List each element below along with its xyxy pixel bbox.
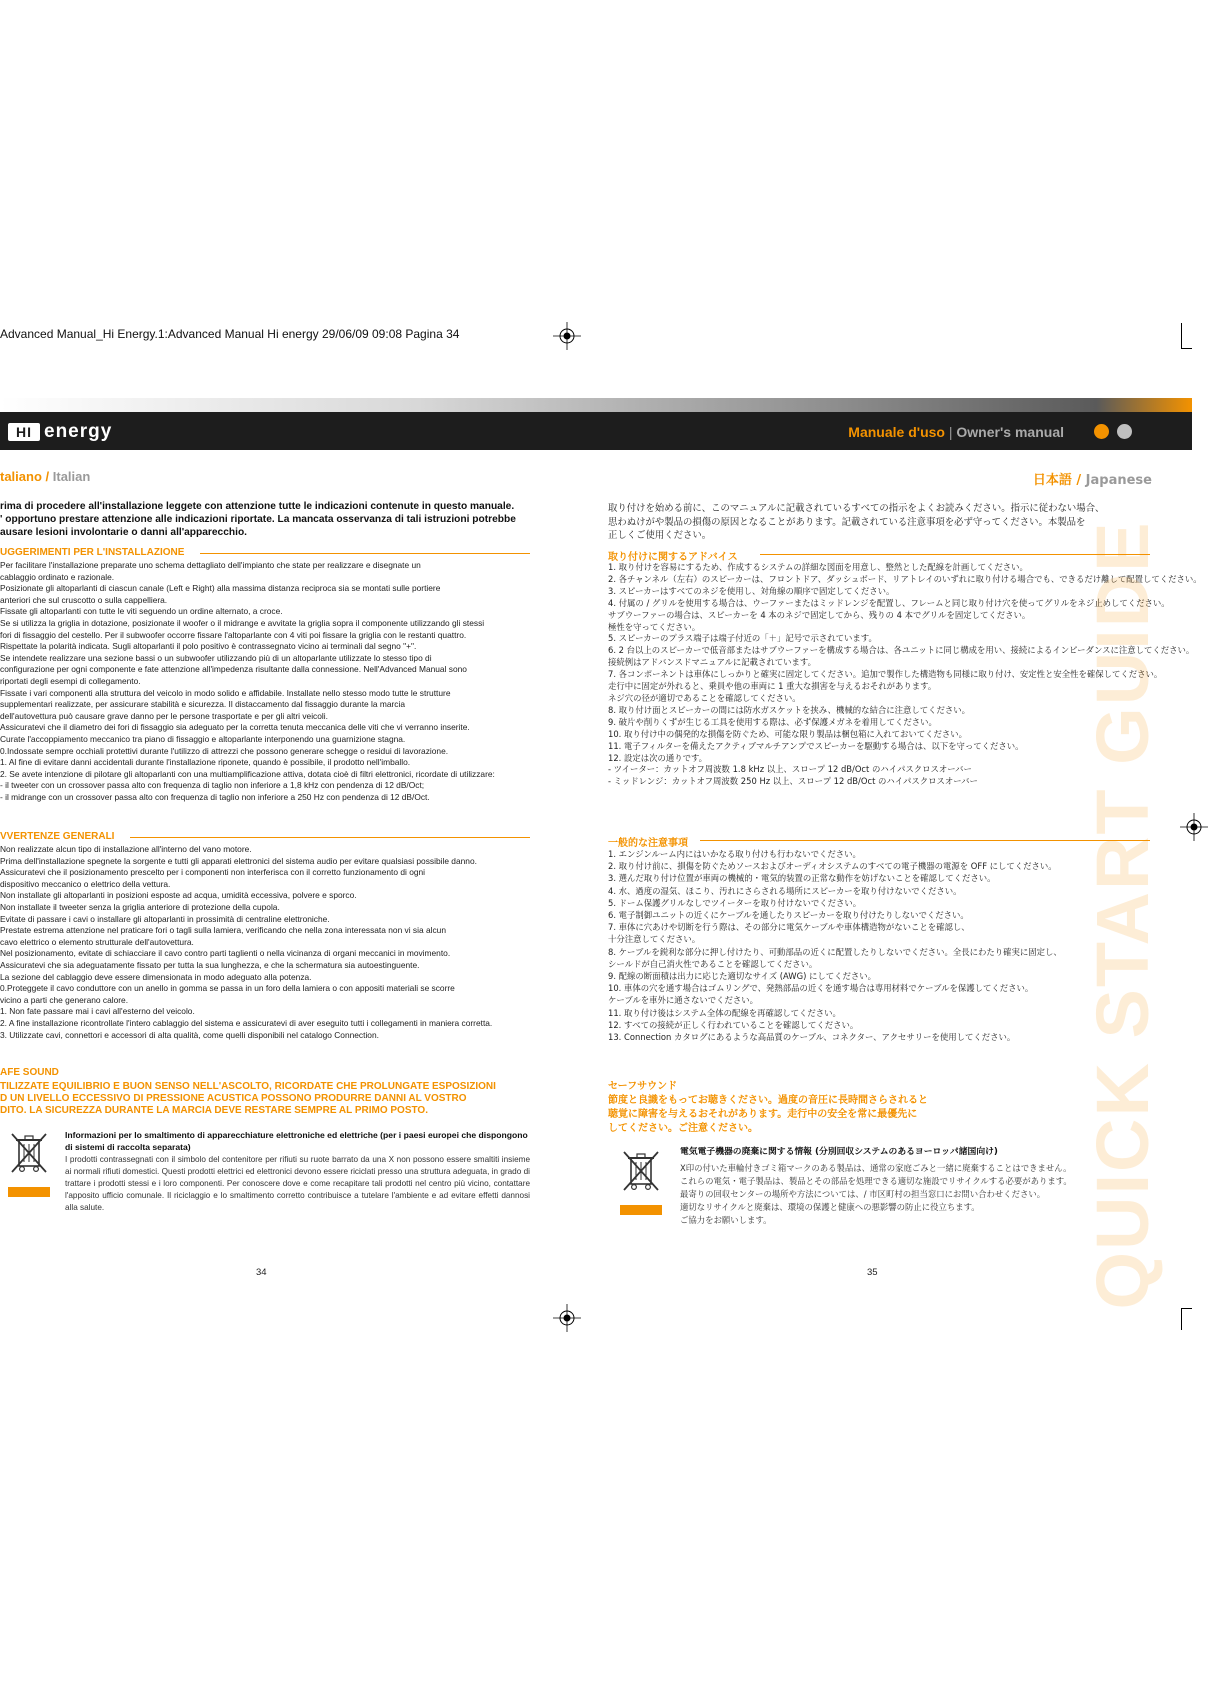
safe-sound-title: AFE SOUND [0, 1067, 59, 1078]
weee-symbol [8, 1130, 60, 1198]
list-item: 2. 各チャンネル（左右）のスピーカーは、フロントドア、ダッシュボード、リアトレイのいずれに取り付ける場合でも、できるだけ離して配置してください。 [608, 573, 1202, 584]
general-section-title: VVERTENZE GENERALI [0, 831, 115, 842]
logo-hi: HI [8, 423, 40, 441]
list-item: 11. 電子フィルターを備えたアクティブマルチアンプでスピーカーを駆動する場合は、以下を守ってください。 [608, 740, 1024, 751]
section-rule [130, 837, 530, 838]
safe-sound-body [0, 1081, 530, 1117]
weee-orange-bar [620, 1205, 662, 1215]
list-item: Evitate di passare i cavi o installare gli altoparlanti in prossimità di centraline elettroniche. [0, 913, 330, 924]
list-item: 0.Indossate sempre occhiali protettivi durante l'utilizzo di attrezzi che possono generare schegge o residui di lavorazione. [0, 745, 449, 756]
list-item: 7. 車体に穴あけや切断を行う際は、その部分に電気ケーブルや車体構造物がないことを確認し、 [608, 922, 970, 933]
list-item: - il tweeter con un crossover passa alto con frequenza di taglio non inferiore a 1,8 kHz con pendenza di 12 dB/Oct; [0, 780, 425, 791]
intro-line: 正しくご使用ください。 [608, 530, 712, 541]
list-item: ネジ穴の径が適切であることを確認してください。 [608, 692, 801, 703]
list-item: fori di fissaggio del cestello. Per il subwoofer occorre fissare l'altoparlante con 4 viti poi fissare la griglia con le restanti quattro. [0, 629, 467, 640]
logo-energy: energy [44, 421, 113, 442]
language-primary: 日本語 [1032, 473, 1072, 488]
install-list [0, 560, 530, 803]
list-item: 2. A fine installazione ricontrollate l'intero cablaggio del sistema e assicuratevi di aver eseguito tutti i collegamenti in maniera corretta. [0, 1017, 493, 1028]
list-item: 6. 電子制御ユニットの近くにケーブルを通したりスピーカーを取り付けたりしないでください。 [608, 910, 969, 921]
list-item: 8. 取り付け面とスピーカーの間には防水ガスケットを挟み、機械的な結合に注意してください。 [608, 704, 970, 715]
grey-dot-icon [1117, 424, 1132, 439]
list-item: Se si utilizza la griglia in dotazione, posizionate il woofer o il midrange e avvitate la griglia sopra il componente utilizzando gli stessi [0, 617, 485, 628]
list-item: Non installate il tweeter senza la griglia anteriore di protezione della cupola. [0, 901, 280, 912]
list-item: 12. すべての接続が正しく行われていることを確認してください。 [608, 1019, 859, 1030]
jp-general-list [608, 848, 1148, 1043]
weee-line: これらの電気・電子製品は、製品とその部品を処理できる適切な施設でリサイクルする必要があります。 [680, 1176, 1072, 1186]
list-item: Fissate gli altoparlanti con tutte le viti seguendo un ordine alternato, a croce. [0, 606, 283, 617]
list-item: 0.Proteggete il cavo conduttore con un anello in gomma se passa in un foro della lamiera o con appositi materiali se scorre [0, 983, 455, 994]
jp-weee-body [680, 1162, 1150, 1227]
list-item: supplementari realizzate, per assicurare stabilità e sicurezza. Il distaccamento dal fissaggio durante la marcia [0, 699, 405, 710]
list-item: 10. 車体の穴を通す場合はゴムリングで、発熱部品の近くを通す場合は専用材料でケーブルを保護してください。 [608, 983, 1034, 994]
list-item: - ミッドレンジ：カットオフ周波数 250 Hz 以上、スロープ 12 dB/Oct のハイパスクロスオーバー [608, 776, 978, 787]
jp-weee-title: 電気電子機器の廃棄に関する情報 (分別回収システムのあるヨーロッパ諸国向け) [680, 1147, 998, 1157]
intro-line: rima di procedere all'installazione leggete con attenzione tutte le indicazioni contenute in questo manuale. [0, 501, 515, 512]
list-item: cablaggio ordinato e razionale. [0, 571, 115, 582]
list-item: 十分注意してください。 [608, 934, 701, 945]
list-item: 4. 水、過度の湿気、ほこり、汚れにさらされる場所にスピーカーを取り付けないでください。 [608, 885, 962, 896]
weee-title: Informazioni per lo smaltimento di apparecchiature elettroniche ed elettriche (per i paesi europei che dispongono di sistemi di raccolta separata) [65, 1130, 528, 1152]
page-number-left: 34 [256, 1267, 267, 1278]
jp-general-section-title: 一般的な注意事項 [608, 838, 688, 849]
list-item: 3. 選んだ取り付け位置が車両の機械的・電気的装置の正常な動作を妨げないことを確認してください。 [608, 873, 996, 884]
list-item: 9. 破片や削りくずが生じる工具を使用する際は、必ず保護メガネを着用してください。 [608, 716, 937, 727]
crop-mark [1181, 323, 1182, 348]
safe-line: TILIZZATE EQUILIBRIO E BUON SENSO NELL'ASCOLTO, RICORDATE CHE PROLUNGATE ESPOSIZIONI [0, 1081, 496, 1092]
list-item: dispositivo meccanico o elettrico della vettura. [0, 878, 171, 889]
list-item: 6. 2 台以上のスピーカーで低音部またはサブウーファーを構成する場合は、各ユニットに同じ構成を用い、接続によるインピーダンスに注意してください。 [608, 645, 1195, 656]
language-label-right [1033, 469, 1152, 488]
intro-line: ' opportuno prestare attenzione alle indicazioni riportate. La mancata osservanza di tali istruzioni potrebbe [0, 514, 516, 525]
general-list [0, 844, 530, 1041]
list-item: 3. Utilizzate cavi, connettori e accessori di alta qualità, come quelli disponibili nel catalogo Connection. [0, 1029, 379, 1040]
intro-line: ausare lesioni involontarie o danni all'apparecchio. [0, 527, 247, 538]
weee-body: I prodotti contrassegnati con il simbolo del contenitore per rifiuti su ruote barrato da una X non possono essere smaltiti insieme ai normali rifiuti domestici. Questi prodotti elettrici ed elettronici devono essere riciclati presso una struttura adeguata, in grado di trattare i prodotti stessi e i loro componenti. Per conoscere dove e come recapitare tali prodotti nel centro più vicino, contattare l'apposito ufficio comunale. Il riciclaggio e lo smaltimento corretto contribuisce a tutelare l'ambiente e ad evitare effetti dannosi alla salute. [65, 1155, 530, 1212]
safe-line: DITO. LA SICUREZZA DURANTE LA MARCIA DEVE RESTARE SEMPRE AL PRIMO POSTO. [0, 1105, 428, 1116]
list-item: Se intendete realizzare una sezione bassi o un subwoofer utilizzando più di un altoparlante utilizzate lo stesso tipo di [0, 652, 432, 663]
language-primary: taliano [0, 469, 42, 484]
list-item: riportati degli esempi di collegamento. [0, 675, 141, 686]
safe-line: 節度と良識をもってお聴きください。過度の音圧に長時間さらされると [608, 1095, 928, 1106]
list-item: 2. 取り付け前に、損傷を防ぐためソースおよびオーディオシステムのすべての電子機器の電源を OFF にしてください。 [608, 861, 1057, 872]
list-item: 11. 取り付け後はシステム全体の配線を再確認してください。 [608, 1007, 841, 1018]
hi-energy-logo [8, 422, 112, 442]
list-item: Posizionate gli altoparlanti di ciascun canale (Left e Right) alla massima distanza reciproca sia se montati sulle portiere [0, 583, 441, 594]
safe-line: セーフサウンド [608, 1081, 678, 1092]
safe-line: 聴覚に障害を与えるおそれがあります。走行中の安全を常に最優先に [608, 1109, 918, 1120]
language-slash: / [1071, 473, 1086, 488]
list-item: 4. 付属の / グリルを使用する場合は、ウーファーまたはミッドレンジを配置し、フレームと同じ取り付け穴を使ってグリルをネジ止めしてください。 [608, 597, 1170, 608]
list-item: 5. スピーカーのプラス端子は端子付近の「＋」記号で示されています。 [608, 633, 877, 644]
list-item: 走行中に固定が外れると、乗員や他の車両に 1 重大な損害を与えるおそれがあります。 [608, 681, 937, 692]
italian-intro [0, 500, 528, 539]
print-slug: Advanced Manual_Hi Energy.1:Advanced Manual Hi energy 29/06/09 09:08 Pagina 34 [0, 327, 460, 341]
list-item: 極性を守ってください。 [608, 621, 701, 632]
orange-dot-icon [1094, 424, 1109, 439]
weee-orange-bar [8, 1187, 50, 1197]
list-item: configurazione per ogni componente e fate attenzione all'impedenza risultante dalla connessione. Nell'Advanced Manual sono [0, 664, 467, 675]
list-item: Per facilitare l'installazione preparate uno schema dettagliato dell'impianto che state per realizzare e disegnate un [0, 560, 421, 570]
list-item: vicino a parti che generano calore. [0, 994, 129, 1005]
list-item: 10. 取り付け中の偶発的な損傷を防ぐため、可能な限り製品は梱包箱に入れておいてください。 [608, 728, 968, 739]
jp-install-section-title: 取り付けに関するアドバイス [608, 552, 738, 563]
list-item: Curate l'accoppiamento meccanico tra piano di fissaggio e altoparlante interponendo una guarnizione stagna. [0, 733, 406, 744]
safe-line: してください。ご注意ください。 [608, 1123, 758, 1134]
crossed-bin-icon [620, 1148, 662, 1194]
header-title-en: Owner's manual [956, 424, 1064, 440]
list-item: 1. Non fate passare mai i cavi all'esterno del veicolo. [0, 1006, 195, 1017]
list-item: 1. エンジンルーム内にはいかなる取り付けも行わないでください。 [608, 849, 861, 859]
list-item: Assicuratevi che il diametro dei fori di fissaggio sia adeguato per la corretta tenuta meccanica delle viti che vi verranno inserite. [0, 722, 470, 733]
list-item: 7. 各コンポーネントは車体にしっかりと確実に固定してください。追加で製作した構造物も同様に取り付け、安定性と安全性を確保してください。 [608, 669, 1163, 680]
list-item: 2. Se avete intenzione di pilotare gli altoparlanti con una multiamplificazione attiva, dotata cioè di filtri elettronici, ricordate di utilizzare: [0, 768, 495, 779]
header-title [848, 424, 1064, 440]
language-label-left [0, 469, 90, 484]
list-item: Nel posizionamento, evitate di schiacciare il cavo contro parti taglienti o nella vicinanza di organi meccanici in movimento. [0, 948, 451, 959]
quick-start-guide-watermark [1081, 520, 1188, 1310]
list-item: 8. ケーブルを鋭利な部分に押し付けたり、可動部品の近くに配置したりしないでください。全長にわたり確実に固定し、 [608, 946, 1062, 957]
list-item: La sezione del cablaggio deve essere dimensionata in modo adeguato alla potenza. [0, 971, 312, 982]
list-item: dell'autovettura può causare grave danno per le persone trasportate e per gli altri veicoli. [0, 710, 328, 721]
list-item: Prestate estrema attenzione nel praticare fori o tagli sulla lamiera, verificando che nella zona interessata non vi sia alcun [0, 925, 446, 936]
japanese-intro [608, 502, 1154, 543]
list-item: シールドが自己消火性であることを確認してください。 [608, 958, 818, 969]
safe-line: D UN LIVELLO ECCESSIVO DI PRESSIONE ACUSTICA POSSONO PRODURRE DANNI AL VOSTRO [0, 1093, 467, 1104]
weee-line: ご協力をお願いします。 [680, 1215, 772, 1225]
intro-line: 取り付けを始める前に、このマニュアルに記載されているすべての指示をよくお読みください。指示に従わない場合、 [608, 503, 1105, 514]
language-secondary: Japanese [1085, 473, 1152, 488]
list-item: Non installate gli altoparlanti in posizioni esposte ad acqua, umidità eccessiva, polvere e sporco. [0, 890, 357, 901]
list-item: Rispettate la polarità indicata. Sugli altoparlanti il polo positivo è contrassegnato vicino ai terminali dal segno "+". [0, 641, 417, 652]
page-number-right: 35 [867, 1267, 878, 1278]
list-item: - ツイーター：カットオフ周波数 1.8 kHz 以上、スロープ 12 dB/Oct のハイパスクロスオーバー [608, 764, 972, 775]
header-gradient [0, 398, 1192, 412]
list-item: Assicuratevi che il posizionamento prescelto per i componenti non interferisca con il corretto funzionamento di ogni [0, 867, 426, 878]
crop-mark [1181, 1308, 1182, 1330]
weee-symbol [620, 1148, 672, 1216]
weee-line: 最寄りの回収センターの場所や方法については、/ 市区町村の担当窓口にお問い合わせください。 [680, 1189, 1046, 1199]
list-item: 5. ドーム保護グリルなしでツイーターを取り付けないでください。 [608, 897, 862, 908]
list-item: 9. 配線の断面積は出力に応じた適切なサイズ (AWG) にしてください。 [608, 971, 877, 982]
list-item: - il midrange con un crossover passa alto con frequenza di taglio non inferiore a 250 Hz con pendenza di 12 dB/Oct. [0, 791, 430, 802]
list-item: 接続例はアドバンスドマニュアルに記載されています。 [608, 657, 816, 668]
list-item: 1. 取り付けを容易にするため、作成するシステムの詳細な図面を用意し、整然とした配線を計画してください。 [608, 562, 1028, 572]
list-item: サブウーファーの場合は、スピーカーを 4 本のネジで固定してから、残りの 4 本でグリルを固定してください。 [608, 609, 1031, 620]
list-item: 3. スピーカーはすべてのネジを使用し、対角線の順序で固定してください。 [608, 585, 895, 596]
list-item: Non realizzate alcun tipo di installazione all'interno del vano motore. [0, 844, 252, 854]
weee-line: 適切なリサイクルと廃棄は、環境の保護と健康への悪影響の防止に役立ちます。 [680, 1202, 980, 1212]
list-item: cavo elettrico o elemento strutturale dell'autovettura. [0, 936, 194, 947]
language-slash: / [41, 469, 53, 484]
list-item: Assicuratevi che sia adeguatamente fissato per tutta la sua lunghezza, e che la schermatura sia autoestinguente. [0, 959, 420, 970]
jp-install-list [608, 562, 1202, 788]
crossed-bin-icon [8, 1130, 50, 1176]
list-item: 13. Connection カタログにあるような高品質のケーブル、コネクター、アクセサリーを使用してください。 [608, 1032, 1016, 1043]
list-item: 12. 設定は次の通りです。 [608, 752, 708, 763]
registration-mark-icon [553, 1304, 581, 1332]
list-item: ケーブルを車外に通さないでください。 [608, 995, 758, 1006]
language-secondary: Italian [52, 469, 91, 484]
list-item: anteriori che sul cruscotto o sulla cappelliera. [0, 594, 168, 605]
intro-line: 思わぬけがや製品の損傷の原因となることがあります。記載されている注意事項を必ず守ってください。本製品を [608, 516, 1086, 528]
list-item: 1. Al fine di evitare danni accidentali durante l'installazione riponete, quando è possibile, il prodotto nell'imballo. [0, 757, 411, 768]
install-section-title: UGGERIMENTI PER L'INSTALLAZIONE [0, 547, 185, 558]
list-item: Prima dell'installazione spegnete la sorgente e tutti gli apparati elettronici del sistema audio per evitare qualsiasi possibile danno. [0, 855, 477, 866]
registration-mark-icon [553, 322, 581, 350]
crop-mark [1181, 348, 1192, 349]
list-item: Fissate i vari componenti alla struttura del veicolo in modo solido e affidabile. Installate nello stesso modo tutte le strutture [0, 687, 451, 698]
section-rule [200, 553, 530, 554]
header-title-sep: | [948, 424, 953, 440]
weee-line: X印の付いた車輪付きゴミ箱マークのある製品は、通常の家庭ごみと一緒に廃棄することはできません。 [680, 1163, 1072, 1173]
header-title-it: Manuale d'uso [848, 424, 945, 440]
jp-safe-sound [608, 1080, 1154, 1136]
watermark-text: QUICK START GUIDE [1081, 520, 1164, 1310]
